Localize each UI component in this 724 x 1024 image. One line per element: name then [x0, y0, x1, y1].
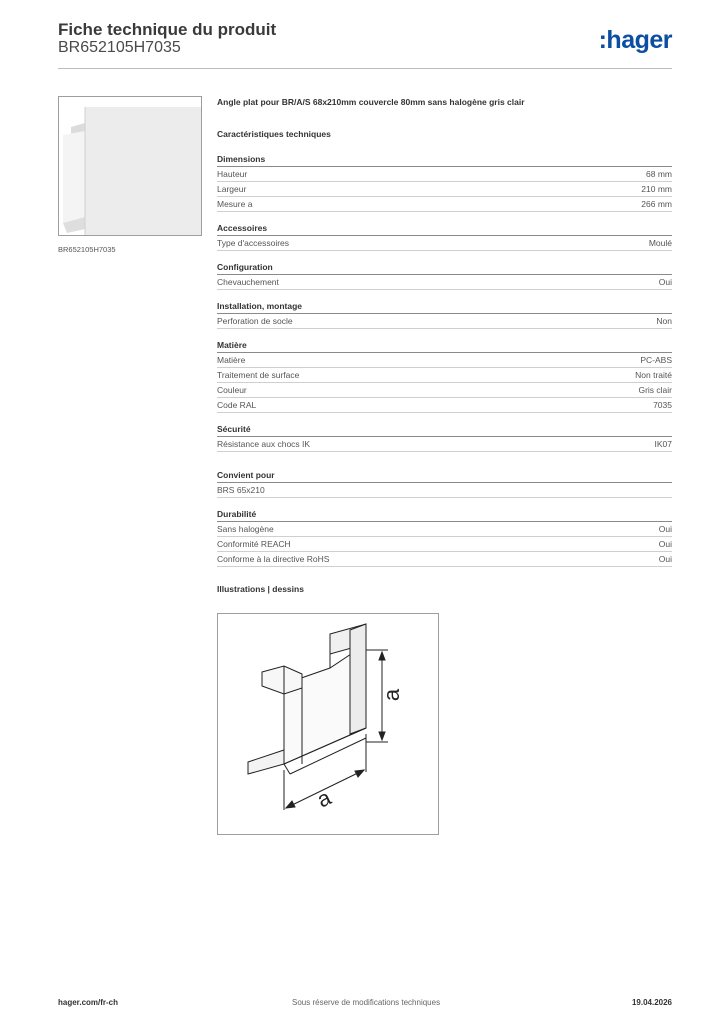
spec-label: Code RAL: [217, 400, 257, 410]
spec-row: [217, 167, 672, 182]
spec-row: [217, 368, 672, 383]
section-configuration: [217, 262, 672, 290]
spec-value: 7035: [653, 400, 672, 410]
section-title: Durabilité: [217, 509, 672, 522]
section-dimensions: [217, 154, 672, 212]
section-title: Matière: [217, 340, 672, 353]
spec-label: Résistance aux chocs IK: [217, 439, 311, 449]
spec-value: Moulé: [648, 238, 672, 248]
spec-label: Conforme à la directive RoHS: [217, 554, 330, 564]
spec-value: PC-ABS: [640, 355, 672, 365]
spec-value: Gris clair: [638, 385, 672, 395]
dimension-label-vertical: a: [379, 688, 405, 702]
spec-row: [217, 236, 672, 251]
header-divider: [58, 68, 672, 69]
footer-disclaimer: Sous réserve de modifications techniques: [292, 998, 441, 1007]
section-title: Convient pour: [217, 470, 672, 483]
spec-label: Matière: [217, 355, 246, 365]
spec-value: Oui: [658, 277, 672, 287]
spec-row: [217, 437, 672, 452]
section-securite: [217, 424, 672, 452]
section-title: Dimensions: [217, 154, 672, 167]
spec-row: [217, 552, 672, 567]
section-installation: [217, 301, 672, 329]
spec-label: Hauteur: [217, 169, 248, 179]
product-description: Angle plat pour BR/A/S 68x210mm couvercle 80mm sans halogène gris clair: [217, 97, 525, 107]
spec-row: [217, 483, 672, 498]
spec-value: 210 mm: [641, 184, 672, 194]
technical-drawing: [217, 613, 439, 835]
dimension-label-horizontal: a: [313, 784, 335, 813]
section-durabilite: [217, 509, 672, 567]
spec-row: [217, 383, 672, 398]
section-title: Installation, montage: [217, 301, 672, 314]
product-code: BR652105H7035: [58, 39, 181, 56]
footer-date: 19.04.2026: [631, 998, 672, 1007]
characteristics-title: Caractéristiques techniques: [217, 129, 331, 139]
spec-value: IK07: [654, 439, 672, 449]
spec-value: Oui: [658, 524, 672, 534]
spec-row: [217, 353, 672, 368]
section-accessoires: [217, 223, 672, 251]
spec-row: [217, 314, 672, 329]
spec-row: [217, 182, 672, 197]
spec-row: [217, 522, 672, 537]
spec-label: Mesure a: [217, 199, 253, 209]
spec-value: 266 mm: [641, 199, 672, 209]
spec-value: Non: [656, 316, 672, 326]
footer-website[interactable]: hager.com/fr-ch: [58, 998, 119, 1007]
spec-content: [217, 97, 672, 594]
spec-label: Largeur: [217, 184, 247, 194]
spec-label: Type d'accessoires: [217, 238, 290, 248]
spec-row: [217, 537, 672, 552]
page-title: Fiche technique du produit: [58, 20, 277, 39]
spec-row: [217, 197, 672, 212]
product-image-caption: BR652105H7035: [58, 245, 116, 254]
spec-label: Chevauchement: [217, 277, 279, 287]
section-title: Configuration: [217, 262, 672, 275]
spec-value: Oui: [658, 539, 672, 549]
spec-label: Sans halogène: [217, 524, 274, 534]
section-matiere: [217, 340, 672, 413]
spec-label: Conformité REACH: [217, 539, 291, 549]
section-convient-pour: [217, 470, 672, 498]
product-image: [58, 96, 202, 236]
spec-value: Oui: [658, 554, 672, 564]
illustrations-title: Illustrations | dessins: [217, 584, 304, 594]
section-title: Sécurité: [217, 424, 672, 437]
hager-logo[interactable]: :hager: [598, 26, 672, 54]
spec-row: [217, 398, 672, 413]
spec-label: Traitement de surface: [217, 370, 300, 380]
spec-value: Non traité: [635, 370, 672, 380]
spec-value: 68 mm: [646, 169, 672, 179]
section-title: Accessoires: [217, 223, 672, 236]
spec-label: Perforation de socle: [217, 316, 293, 326]
spec-row: [217, 275, 672, 290]
spec-label: Couleur: [217, 385, 247, 395]
spec-label: BRS 65x210: [217, 485, 265, 495]
